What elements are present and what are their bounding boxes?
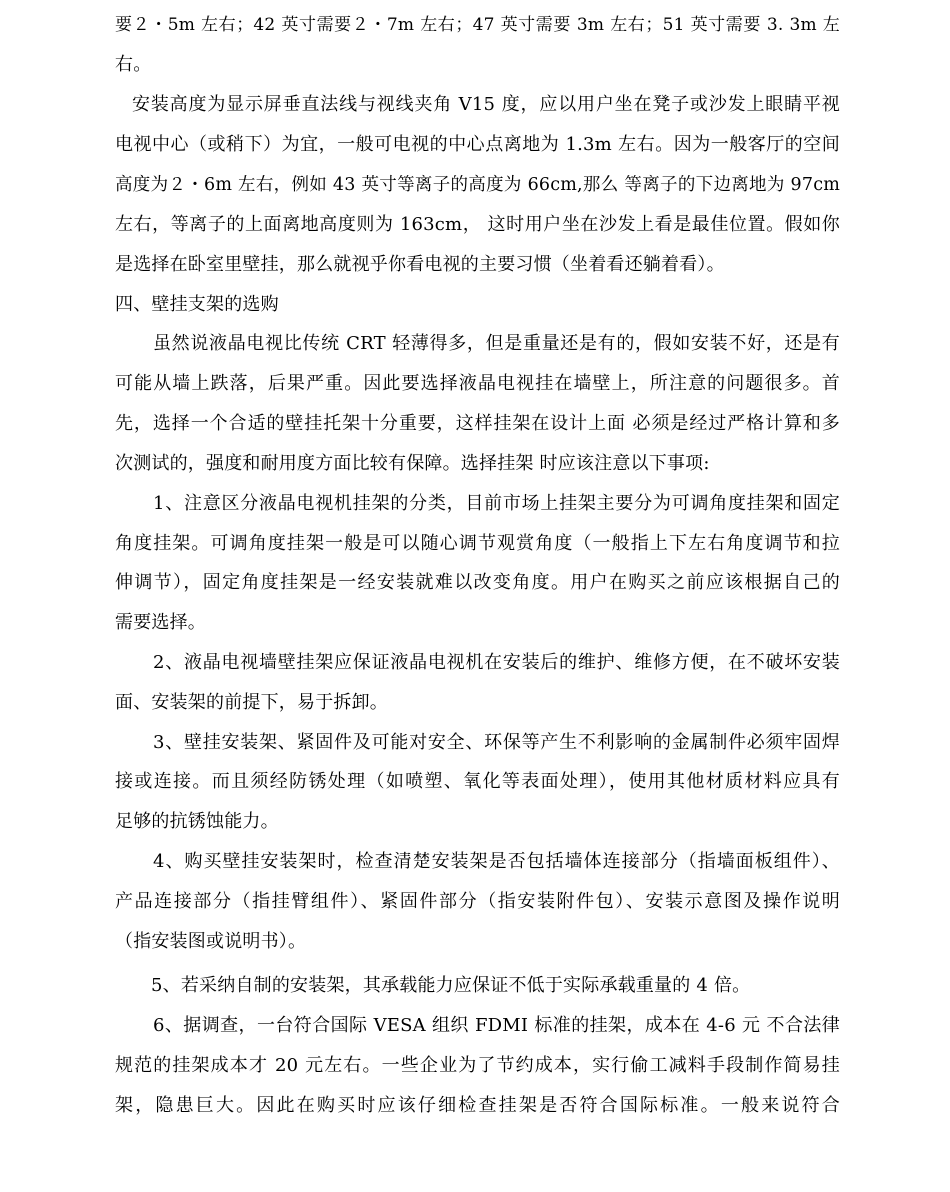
text-line: 1、注意区分液晶电视机挂架的分类，目前市场上挂架主要分为可调角度挂架和固定 xyxy=(153,493,840,514)
text-line: 先，选择一个合适的壁挂托架十分重要，这样挂架在设计上面 必须是经过严格计算和多 xyxy=(115,413,840,434)
text-line: 虽然说液晶电视比传统 CRT 轻薄得多，但是重量还是有的，假如安装不好，还是有 xyxy=(153,333,840,354)
text-line: 3、壁挂安装架、紧固件及可能对安全、环保等产生不利影响的金属制件必须牢固焊 xyxy=(153,732,840,753)
text-line: 接或连接。而且须经防锈处理（如喷塑、氧化等表面处理），使用其他材质材料应具有 xyxy=(115,771,840,792)
text-line: 是选择在卧室里壁挂，那么就视乎你看电视的主要习惯（坐着看还躺着看）。 xyxy=(115,254,725,275)
text-line: 右。 xyxy=(115,54,152,75)
section-heading: 四、壁挂支架的选购 xyxy=(115,294,279,315)
text-line: 足够的抗锈蚀能力。 xyxy=(115,811,279,832)
text-line: 产品连接部分（指挂臂组件）、紧固件部分（指安装附件包）、安装示意图及操作说明 xyxy=(115,891,840,912)
text-line: 安装高度为显示屏垂直法线与视线夹角 V15 度，应以用户坐在凳子或沙发上眼睛平视 xyxy=(132,94,840,115)
text-line: 角度挂架。可调角度挂架一般是可以随心调节观赏角度（一般指上下左右角度调节和拉 xyxy=(115,533,840,554)
text-line: 架，隐患巨大。因此在购买时应该仔细检查挂架是否符合国际标准。一般来说符合 xyxy=(115,1095,840,1116)
text-line: （指安装图或说明书）。 xyxy=(115,931,307,952)
text-line: 5、若采纳自制的安装架，其承载能力应保证不低于实际承载重量的 4 倍。 xyxy=(151,975,751,996)
text-line: 4、购买壁挂安装架时，检查清楚安装架是否包括墙体连接部分（指墙面板组件）、 xyxy=(153,851,840,872)
text-line: 要２・5m 左右；42 英寸需要２・7m 左右；47 英寸需要 3m 左右；51 英寸需要 3. 3m 左 xyxy=(115,15,840,35)
text-line: 可能从墙上跌落，后果严重。因此要选择液晶电视挂在墙壁上，所注意的问题很多。首 xyxy=(115,373,840,394)
text-line: 面、安装架的前提下，易于拆卸。 xyxy=(115,692,388,713)
text-line: 电视中心（或稍下）为宜，一般可电视的中心点离地为 1.3m 左右。因为一般客厅的空间 xyxy=(115,134,840,155)
text-line: 伸调节），固定角度挂架是一经安装就难以改变角度。用户在购买之前应该根据自己的 xyxy=(115,572,840,593)
text-line: 次测试的，强度和耐用度方面比较有保障。选择挂架 时应该注意以下事项: xyxy=(115,453,710,474)
text-line: 规范的挂架成本才 20 元左右。一些企业为了节约成本，实行偷工减料手段制作简易挂 xyxy=(115,1055,840,1076)
text-line: 6、据调查，一台符合国际 VESA 组织 FDMI 标准的挂架，成本在 4-6 元 不合法律 xyxy=(153,1015,840,1036)
text-line: 高度为２・6m 左右，例如 43 英寸等离子的高度为 66cm,那么 等离子的下边离地为 97cm xyxy=(115,175,840,195)
text-line: 需要选择。 xyxy=(115,612,206,633)
text-line: 2、液晶电视墙壁挂架应保证液晶电视机在安装后的维护、维修方便，在不破坏安装 xyxy=(153,652,840,673)
text-line: 左右，等离子的上面离地高度则为 163cm， 这时用户坐在沙发上看是最佳位置。假如你 xyxy=(115,214,840,235)
